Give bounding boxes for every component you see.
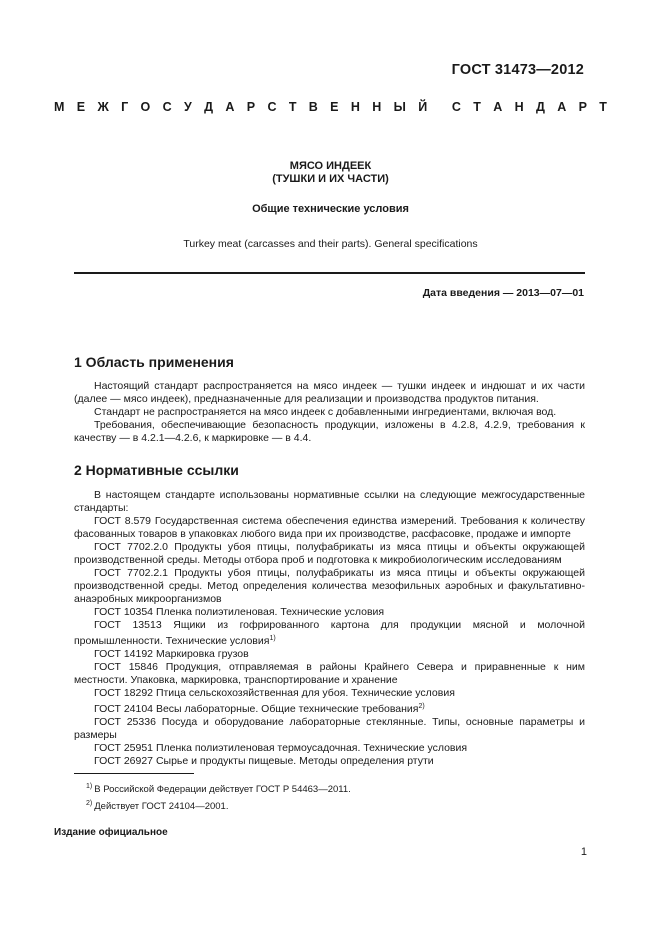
page-number: 1 — [580, 846, 587, 858]
footnote-mark: 2) — [86, 800, 93, 807]
heading-letter: Е — [76, 100, 86, 114]
footnote-mark: 1) — [86, 783, 93, 790]
normative-reference — [74, 541, 585, 567]
heading-letter: С — [162, 100, 172, 114]
normative-reference — [74, 716, 585, 742]
reference-text: ГОСТ 15846 Продукция, отправляемая в районы Крайнего Севера и приравненные к ним местности. Упаковка, маркировка, транспортирование и хранение — [74, 661, 585, 686]
reference-text: ГОСТ 24104 Весы лабораторные. Общие технические требования — [94, 703, 419, 715]
normative-reference — [74, 661, 585, 687]
heading-letter: Р — [578, 100, 587, 114]
reference-text: ГОСТ 25951 Пленка полиэтиленовая термоусадочная. Технические условия — [94, 742, 468, 754]
official-edition-label: Издание официальное — [54, 827, 168, 838]
heading-letter: Р — [246, 100, 256, 114]
heading-letter: У — [184, 100, 192, 114]
normative-reference — [74, 606, 585, 619]
section-1-body — [74, 380, 585, 445]
footnote-text: В Российской Федерации действует ГОСТ Р 54463—2011. — [94, 784, 351, 795]
title-line-2: (ТУШКИ И ИХ ЧАСТИ) — [272, 173, 389, 185]
reference-text: ГОСТ 7702.2.1 Продукты убоя птицы, полуфабрикаты из мяса птицы и объекты окружающей производственной среды. Метод определения количества мезофильных аэробных и факультативно-анаэробных микроорганизмов — [74, 567, 585, 605]
heading-letter: Г — [121, 100, 129, 114]
section-1-paragraph: Настоящий стандарт распространяется на мясо индеек — тушки индеек и индюшат и их части (далее — мясо индеек), предназначенные для реализации и производства продуктов питания. — [74, 380, 585, 405]
title-line-1: МЯСО ИНДЕЕК — [289, 160, 372, 172]
normative-reference — [74, 648, 585, 661]
footnote-1 — [74, 783, 351, 795]
reference-text: ГОСТ 13513 Ящики из гофрированного картона для продукции мясной и молочной промышленности. Технические условия — [74, 619, 585, 647]
heading-letter: А — [225, 100, 235, 114]
heading-letter: Н — [372, 100, 382, 114]
footnote-reference-mark: 1) — [269, 635, 276, 642]
heading-letter: А — [493, 100, 503, 114]
footnote-divider — [74, 773, 194, 774]
normative-reference — [74, 755, 585, 768]
footnote-reference-mark: 2) — [418, 703, 425, 710]
normative-reference — [74, 687, 585, 700]
section-2-heading: 2 Нормативные ссылки — [74, 462, 239, 478]
heading-letter: Ж — [97, 100, 109, 114]
normative-reference — [74, 742, 585, 755]
footnote-text: Действует ГОСТ 24104—2001. — [94, 801, 229, 812]
normative-reference — [74, 515, 585, 541]
heading-letter: Н — [350, 100, 360, 114]
heading-letter: Д — [535, 100, 545, 114]
reference-text: ГОСТ 8.579 Государственная система обеспечения единства измерений. Требования к количеству фасованных товаров в упаковках любого вида при их производстве, расфасовке, продаже и импорте — [74, 515, 585, 540]
footnote-2 — [74, 800, 228, 812]
heading-letter: Т — [288, 100, 297, 114]
reference-text: ГОСТ 25336 Посуда и оборудование лабораторные стеклянные. Типы, основные параметры и размеры — [74, 716, 585, 741]
title-divider — [74, 272, 585, 274]
standard-type-heading — [54, 100, 607, 114]
standard-code: ГОСТ 31473—2012 — [451, 62, 584, 78]
reference-text: ГОСТ 26927 Сырье и продукты пищевые. Методы определения ртути — [94, 755, 434, 767]
introduction-date: Дата введения — 2013—07—01 — [422, 287, 584, 299]
heading-letter: Н — [514, 100, 524, 114]
normative-reference — [74, 619, 585, 648]
section-1-heading: 1 Область применения — [74, 354, 234, 370]
heading-letter: Ы — [393, 100, 406, 114]
section-2-body — [74, 489, 585, 768]
heading-letter: М — [54, 100, 65, 114]
section-1-paragraph: Требования, обеспечивающие безопасность продукции, изложены в 4.2.8, 4.2.9, требования к качеству — в 4.2.1—4.2.6, к маркировке — в 4.4. — [74, 419, 585, 444]
heading-letter: Е — [330, 100, 339, 114]
normative-reference — [74, 700, 585, 716]
heading-letter: О — [140, 100, 151, 114]
title-subtitle: Общие технические условия — [252, 203, 409, 215]
heading-letter: В — [308, 100, 318, 114]
title-english: Turkey meat (carcasses and their parts). General specifications — [183, 238, 478, 250]
heading-letter: С — [267, 100, 277, 114]
reference-text: ГОСТ 7702.2.0 Продукты убоя птицы, полуфабрикаты из мяса птицы и объекты окружающей производственной среды. Методы отбора проб и подготовка к микробиологическим исследованиям — [74, 541, 585, 566]
reference-text: ГОСТ 10354 Пленка полиэтиленовая. Технические условия — [94, 606, 385, 618]
heading-letter: С — [451, 100, 461, 114]
heading-letter: Т — [473, 100, 481, 114]
heading-letter: Д — [204, 100, 214, 114]
reference-text: ГОСТ 18292 Птица сельскохозяйственная для убоя. Технические условия — [94, 687, 455, 699]
heading-letter: Т — [599, 100, 607, 114]
normative-reference — [74, 567, 585, 606]
section-1-paragraph: Стандарт не распространяется на мясо индеек с добавленными ингредиентами, включая вод. — [94, 406, 557, 418]
reference-text: ГОСТ 14192 Маркировка грузов — [94, 648, 249, 660]
section-2-intro: В настоящем стандарте использованы нормативные ссылки на следующие межгосударственные стандарты: — [74, 489, 585, 514]
heading-letter: Й — [418, 100, 428, 114]
heading-letter: А — [557, 100, 567, 114]
